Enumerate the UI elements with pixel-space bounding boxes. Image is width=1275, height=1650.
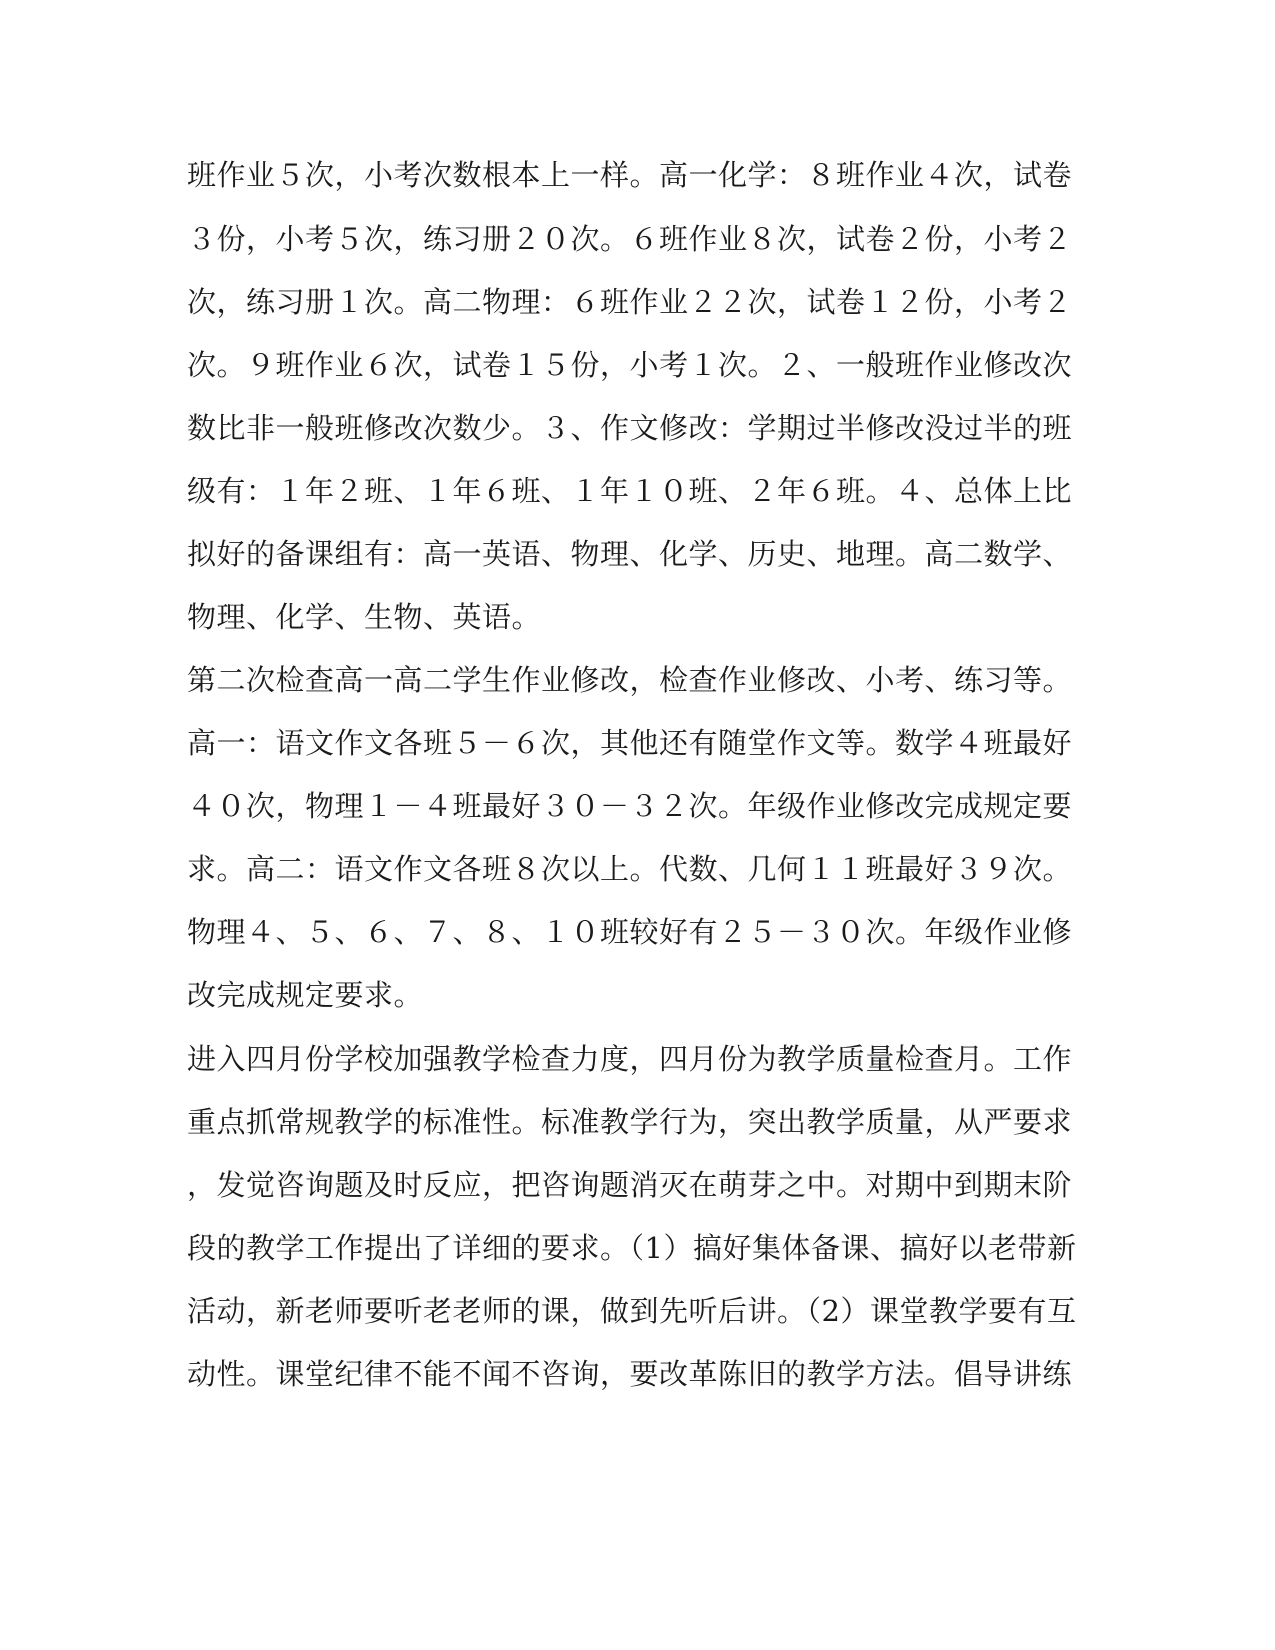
text-line: 数比非一般班修改次数少。３、作文修改：学期过半修改没过半的班 <box>187 411 1073 445</box>
text-line: 改完成规定要求。 <box>187 978 424 1012</box>
text-line: 段的教学工作提出了详细的要求。（1）搞好集体备课、搞好以老带新 <box>187 1231 1077 1265</box>
text-line: 班作业５次，小考次数根本上一样。高一化学：８班作业４次，试卷 <box>187 158 1073 192</box>
text-line: 物理４、５、６、７、８、１０班较好有２５－３０次。年级作业修 <box>187 915 1073 949</box>
text-line: 拟好的备课组有：高一英语、物理、化学、历史、地理。高二数学、 <box>187 537 1073 571</box>
text-line: 活动，新老师要听老老师的课，做到先听后讲。（2）课堂教学要有互 <box>187 1294 1077 1328</box>
text-line: 第二次检查高一高二学生作业修改，检查作业修改、小考、练习等。 <box>187 663 1073 697</box>
text-line: 物理、化学、生物、英语。 <box>187 600 542 634</box>
text-line: 进入四月份学校加强教学检查力度，四月份为教学质量检查月。工作 <box>187 1042 1073 1076</box>
text-line: 求。高二：语文作文各班８次以上。代数、几何１１班最好３９次。 <box>187 852 1073 886</box>
text-line: 高一：语文作文各班５－６次，其他还有随堂作文等。数学４班最好 <box>187 726 1073 760</box>
text-line: ，发觉咨询题及时反应，把咨询题消灭在萌芽之中。对期中到期末阶 <box>187 1168 1073 1202</box>
text-line: 重点抓常规教学的标准性。标准教学行为，突出教学质量，从严要求 <box>187 1105 1073 1139</box>
text-line: ４０次，物理１－４班最好３０－３２次。年级作业修改完成规定要 <box>187 789 1073 823</box>
text-line: 动性。课堂纪律不能不闻不咨询，要改革陈旧的教学方法。倡导讲练 <box>187 1357 1073 1391</box>
text-line: ３份，小考５次，练习册２０次。６班作业８次，试卷２份，小考２ <box>187 222 1073 256</box>
text-line: 级有：１年２班、１年６班、１年１０班、２年６班。４、总体上比 <box>187 474 1073 508</box>
text-line: 次。９班作业６次，试卷１５份，小考１次。２、一般班作业修改次 <box>187 348 1073 382</box>
text-line: 次，练习册１次。高二物理：６班作业２２次，试卷１２份，小考２ <box>187 285 1073 319</box>
